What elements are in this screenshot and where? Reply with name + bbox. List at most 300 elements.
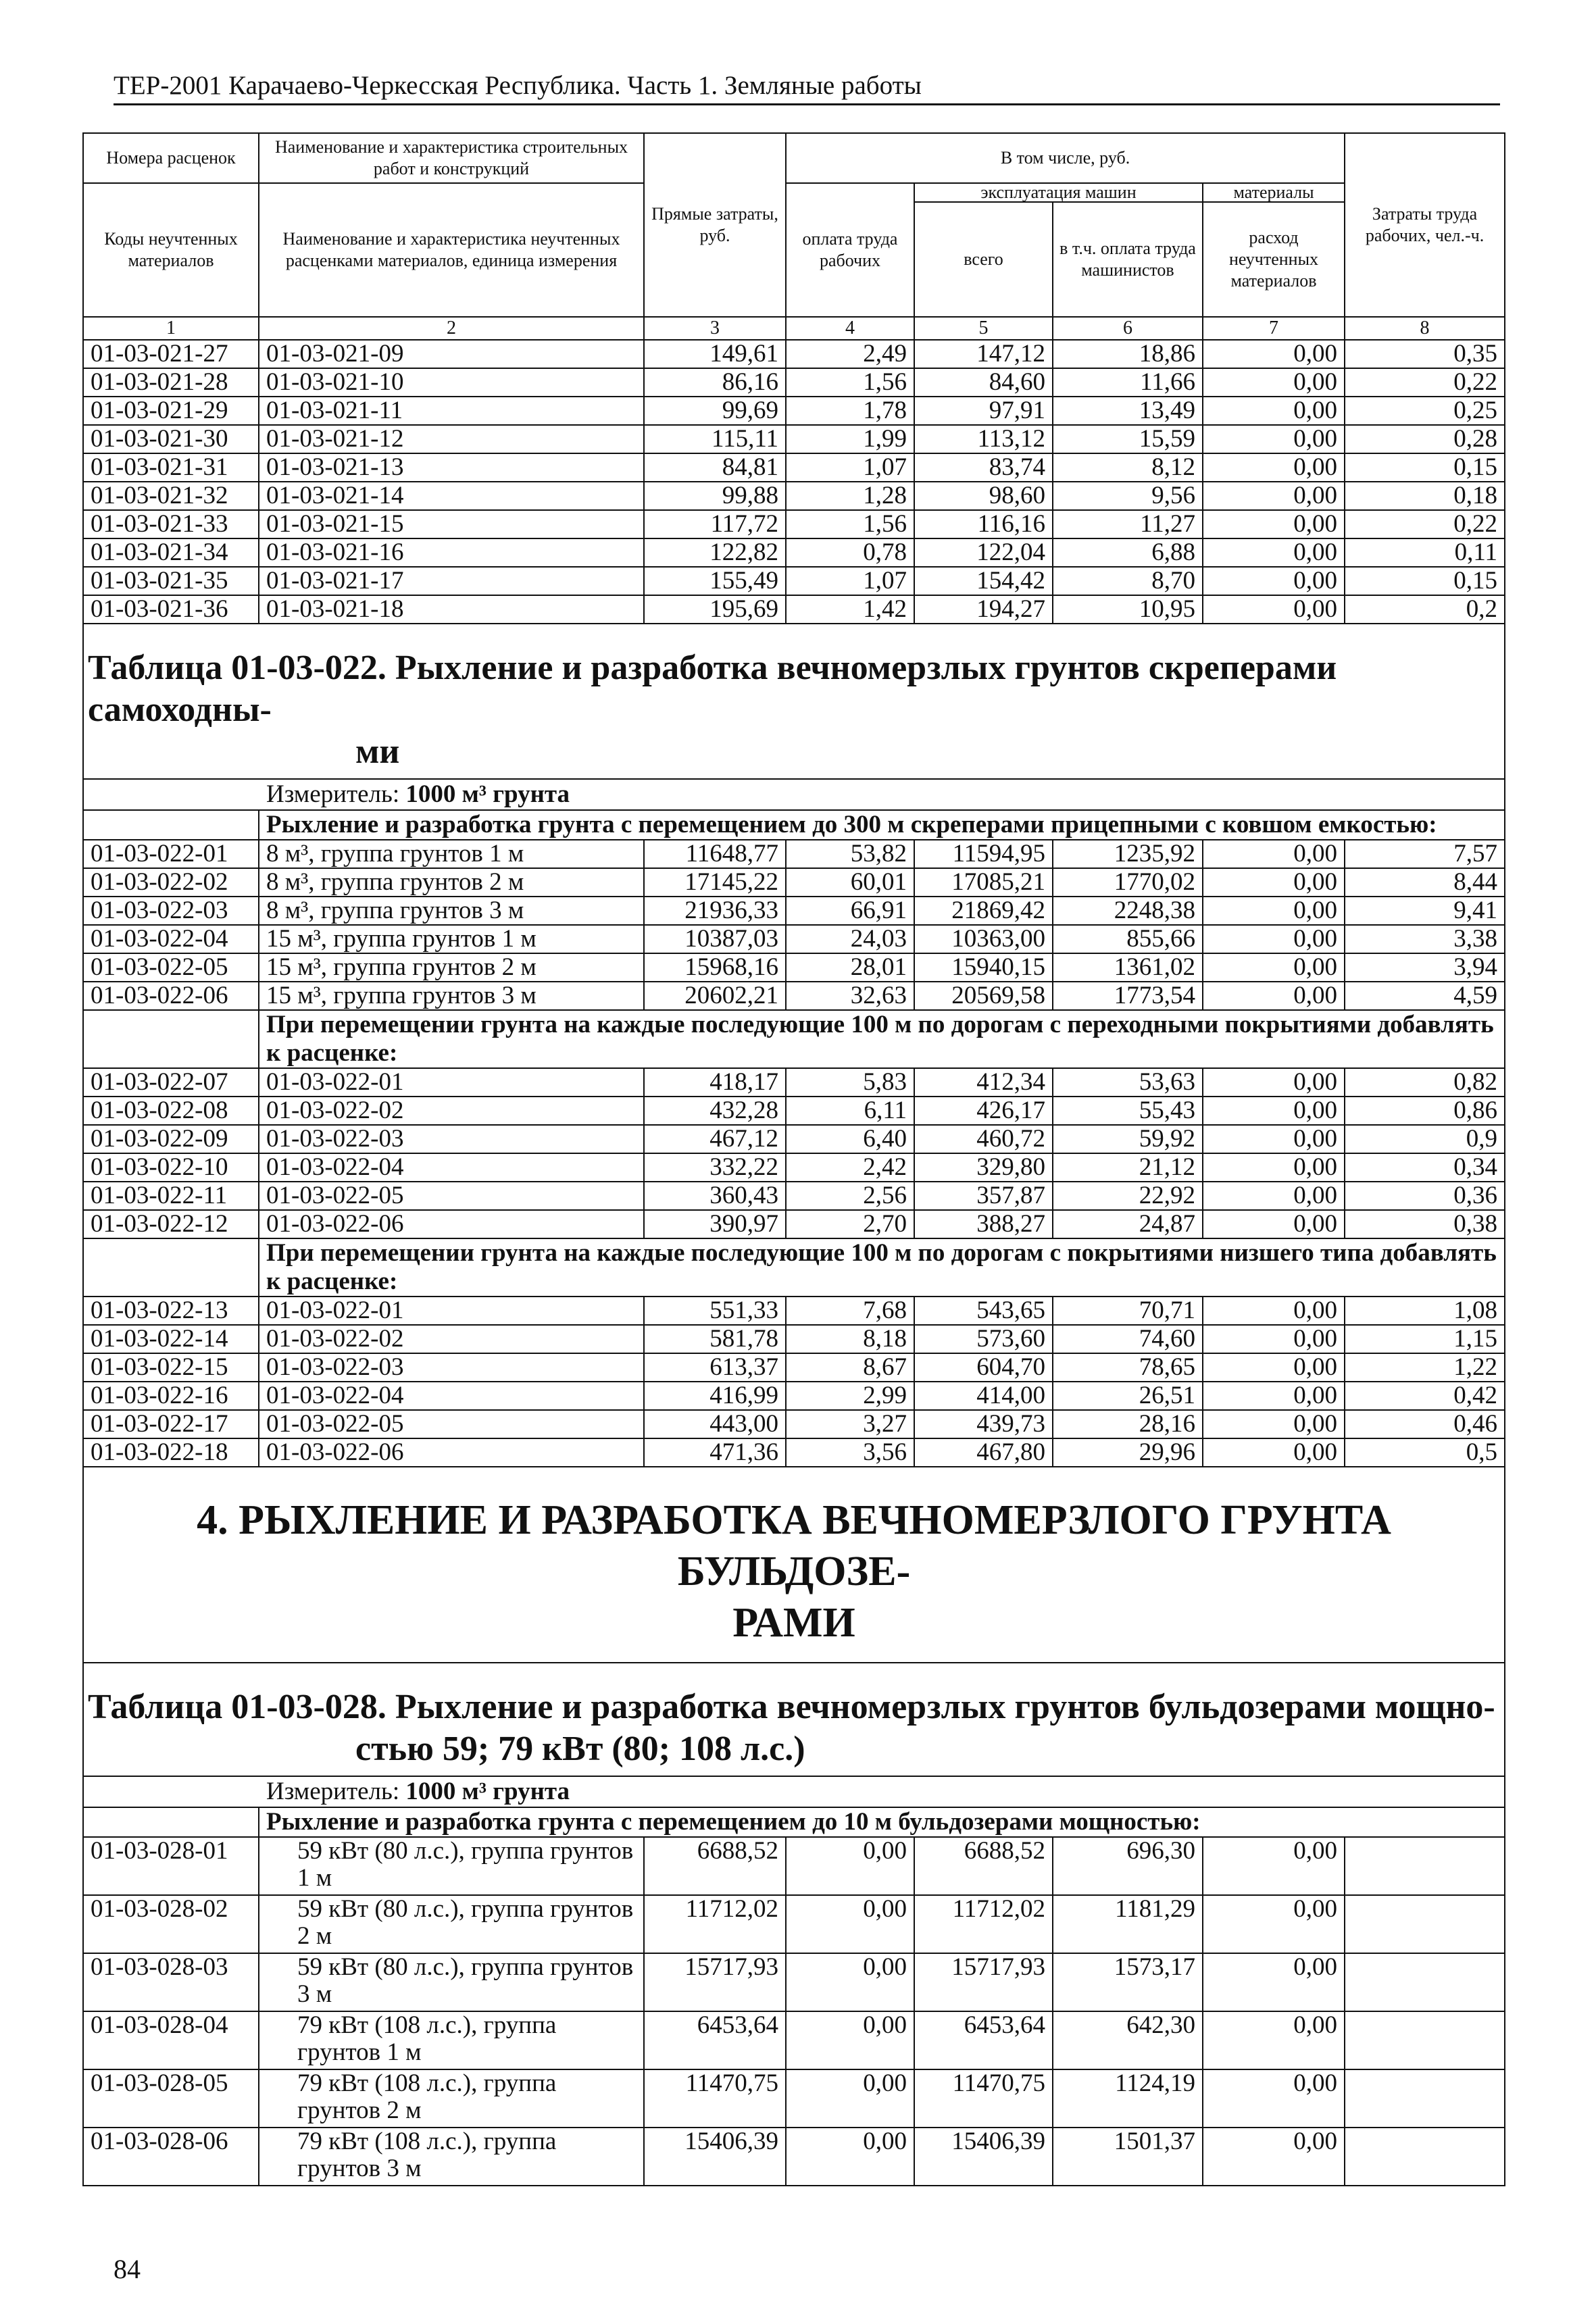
rate-value: 20602,21 bbox=[644, 982, 786, 1010]
measure-value: 1000 м³ грунта bbox=[405, 780, 570, 808]
rate-value: 15717,93 bbox=[914, 1953, 1053, 2011]
rate-value: 0,00 bbox=[1203, 482, 1345, 510]
table-row bbox=[83, 538, 1505, 567]
rate-value: 74,60 bbox=[1053, 1325, 1203, 1353]
rate-description: 01-03-022-03 bbox=[259, 1353, 644, 1382]
rate-value: 0,00 bbox=[1203, 1153, 1345, 1182]
table-row bbox=[83, 1210, 1505, 1238]
rate-value: 113,12 bbox=[914, 425, 1053, 453]
rate-code: 01-03-028-03 bbox=[83, 1953, 259, 2011]
table-title-022-cell bbox=[83, 624, 1505, 779]
rate-value bbox=[1345, 1953, 1505, 2011]
rate-description: 01-03-022-03 bbox=[259, 1125, 644, 1153]
rate-code: 01-03-022-13 bbox=[83, 1297, 259, 1325]
rate-value: 8,12 bbox=[1053, 453, 1203, 482]
rate-value: 0,25 bbox=[1345, 397, 1505, 425]
rate-value: 855,66 bbox=[1053, 925, 1203, 953]
rate-value: 0,00 bbox=[1203, 1125, 1345, 1153]
rate-value: 8,67 bbox=[786, 1353, 914, 1382]
rate-value: 2,56 bbox=[786, 1182, 914, 1210]
rate-value: 28,16 bbox=[1053, 1410, 1203, 1438]
rate-description: 8 м³, группа грунтов 2 м bbox=[259, 868, 644, 897]
table-row bbox=[83, 425, 1505, 453]
rate-value: 0,00 bbox=[1203, 453, 1345, 482]
rate-description: 01-03-021-18 bbox=[259, 595, 644, 624]
rate-value: 0,00 bbox=[786, 2069, 914, 2128]
rate-value: 414,00 bbox=[914, 1382, 1053, 1410]
rate-value: 416,99 bbox=[644, 1382, 786, 1410]
rate-description: 8 м³, группа грунтов 1 м bbox=[259, 840, 644, 868]
rate-value: 0,00 bbox=[1203, 595, 1345, 624]
table-row bbox=[83, 1182, 1505, 1210]
rate-value: 98,60 bbox=[914, 482, 1053, 510]
rate-value: 0,00 bbox=[1203, 925, 1345, 953]
rate-value: 360,43 bbox=[644, 1182, 786, 1210]
rate-description: 01-03-021-15 bbox=[259, 510, 644, 538]
rate-value: 0,15 bbox=[1345, 567, 1505, 595]
rate-description: 01-03-022-01 bbox=[259, 1068, 644, 1097]
rate-description: 01-03-021-16 bbox=[259, 538, 644, 567]
rate-value: 1,07 bbox=[786, 567, 914, 595]
rate-value: 0,00 bbox=[1203, 1068, 1345, 1097]
rate-value: 0,22 bbox=[1345, 368, 1505, 397]
subhead-022-3 bbox=[83, 1238, 1505, 1297]
rate-value: 0,78 bbox=[786, 538, 914, 567]
table-row bbox=[83, 953, 1505, 982]
rate-value: 115,11 bbox=[644, 425, 786, 453]
table-row bbox=[83, 1438, 1505, 1467]
rate-description: 59 кВт (80 л.с.), группа грунтов 2 м bbox=[259, 1895, 644, 1953]
rate-value: 155,49 bbox=[644, 567, 786, 595]
rate-description: 01-03-022-06 bbox=[259, 1210, 644, 1238]
rate-value: 15406,39 bbox=[914, 2128, 1053, 2186]
rate-value: 15406,39 bbox=[644, 2128, 786, 2186]
rate-value: 0,38 bbox=[1345, 1210, 1505, 1238]
rate-code: 01-03-021-33 bbox=[83, 510, 259, 538]
rate-description: 15 м³, группа грунтов 1 м bbox=[259, 925, 644, 953]
rate-value: 122,04 bbox=[914, 538, 1053, 567]
rate-code: 01-03-022-12 bbox=[83, 1210, 259, 1238]
col-header-machines-total: всего bbox=[914, 202, 1053, 317]
table-row bbox=[83, 1325, 1505, 1353]
column-number: 8 bbox=[1345, 317, 1505, 340]
col-header-including: В том числе, руб. bbox=[786, 133, 1345, 183]
table-row bbox=[83, 1297, 1505, 1325]
rate-value: 60,01 bbox=[786, 868, 914, 897]
table-row bbox=[83, 1125, 1505, 1153]
rate-value: 78,65 bbox=[1053, 1353, 1203, 1382]
table-title-028-line1: Таблица 01-03-028. Рыхление и разработка вечномерзлых грунтов бульдозерами мощно- bbox=[88, 1688, 1495, 1726]
rate-description: 59 кВт (80 л.с.), группа грунтов 1 м bbox=[259, 1837, 644, 1895]
rate-value: 17145,22 bbox=[644, 868, 786, 897]
rate-value: 117,72 bbox=[644, 510, 786, 538]
rate-value: 0,36 bbox=[1345, 1182, 1505, 1210]
rate-description: 01-03-022-05 bbox=[259, 1182, 644, 1210]
subhead-028-1-text: Рыхление и разработка грунта с перемещением до 10 м бульдозерами мощностью: bbox=[259, 1807, 1505, 1837]
rate-value: 5,83 bbox=[786, 1068, 914, 1097]
table-row bbox=[83, 897, 1505, 925]
col-header-labor-hours: Затраты труда рабочих, чел.-ч. bbox=[1345, 133, 1505, 317]
col-header-work-name: Наименование и характеристика строительных работ и конструкций bbox=[259, 133, 644, 183]
rate-description: 79 кВт (108 л.с.), группа грунтов 3 м bbox=[259, 2128, 644, 2186]
rate-code: 01-03-021-32 bbox=[83, 482, 259, 510]
rate-value: 66,91 bbox=[786, 897, 914, 925]
table-row bbox=[83, 567, 1505, 595]
rate-value: 0,00 bbox=[1203, 1410, 1345, 1438]
rate-value: 2248,38 bbox=[1053, 897, 1203, 925]
rate-value: 467,12 bbox=[644, 1125, 786, 1153]
rate-value: 11,66 bbox=[1053, 368, 1203, 397]
rate-value: 613,37 bbox=[644, 1353, 786, 1382]
rate-value: 53,82 bbox=[786, 840, 914, 868]
rate-value: 357,87 bbox=[914, 1182, 1053, 1210]
rate-value: 122,82 bbox=[644, 538, 786, 567]
table-row bbox=[83, 453, 1505, 482]
rate-value: 0,00 bbox=[1203, 1953, 1345, 2011]
rate-value: 329,80 bbox=[914, 1153, 1053, 1182]
rate-description: 01-03-022-04 bbox=[259, 1382, 644, 1410]
rate-description: 01-03-021-11 bbox=[259, 397, 644, 425]
column-number: 3 bbox=[644, 317, 786, 340]
table-title-022-line2: ми bbox=[355, 732, 400, 771]
rate-value: 84,60 bbox=[914, 368, 1053, 397]
rate-code: 01-03-022-17 bbox=[83, 1410, 259, 1438]
rate-description: 01-03-022-05 bbox=[259, 1410, 644, 1438]
measure-row-022-cell bbox=[83, 779, 1505, 810]
rate-value: 0,00 bbox=[1203, 538, 1345, 567]
rate-value bbox=[1345, 2069, 1505, 2128]
column-number: 4 bbox=[786, 317, 914, 340]
rate-value: 11648,77 bbox=[644, 840, 786, 868]
rate-value: 7,57 bbox=[1345, 840, 1505, 868]
rate-description: 01-03-021-17 bbox=[259, 567, 644, 595]
rate-value: 390,97 bbox=[644, 1210, 786, 1238]
rate-value: 195,69 bbox=[644, 595, 786, 624]
rate-value: 1,56 bbox=[786, 510, 914, 538]
rate-value: 32,63 bbox=[786, 982, 914, 1010]
rate-description: 01-03-021-13 bbox=[259, 453, 644, 482]
rate-value: 3,56 bbox=[786, 1438, 914, 1467]
rate-value: 10363,00 bbox=[914, 925, 1053, 953]
rate-value: 0,00 bbox=[1203, 840, 1345, 868]
column-number: 2 bbox=[259, 317, 644, 340]
table-row bbox=[83, 1068, 1505, 1097]
rate-value: 99,69 bbox=[644, 397, 786, 425]
rate-value: 0,00 bbox=[1203, 1895, 1345, 1953]
column-number: 1 bbox=[83, 317, 259, 340]
rate-value: 29,96 bbox=[1053, 1438, 1203, 1467]
rate-value: 116,16 bbox=[914, 510, 1053, 538]
rate-value: 1,56 bbox=[786, 368, 914, 397]
rate-code: 01-03-028-02 bbox=[83, 1895, 259, 1953]
table-title-022-line1: Таблица 01-03-022. Рыхление и разработка вечномерзлых грунтов скреперами самоходны- bbox=[88, 649, 1337, 729]
rate-value: 84,81 bbox=[644, 453, 786, 482]
rate-value: 6,11 bbox=[786, 1097, 914, 1125]
rate-description: 01-03-022-06 bbox=[259, 1438, 644, 1467]
rate-value: 11712,02 bbox=[914, 1895, 1053, 1953]
rate-value: 3,27 bbox=[786, 1410, 914, 1438]
rate-value: 24,87 bbox=[1053, 1210, 1203, 1238]
rate-value: 0,00 bbox=[1203, 1210, 1345, 1238]
rates-table bbox=[82, 132, 1505, 2186]
rate-value: 642,30 bbox=[1053, 2011, 1203, 2069]
rate-code: 01-03-021-35 bbox=[83, 567, 259, 595]
rate-value: 1773,54 bbox=[1053, 982, 1203, 1010]
subhead-spacer bbox=[83, 1010, 259, 1068]
page-header: ТЕР-2001 Карачаево-Черкесская Республика. Часть 1. Земляные работы bbox=[114, 70, 1500, 105]
subhead-022-3-text: При перемещении грунта на каждые последующие 100 м по дорогам с покрытиями низшего типа добавлять к расценке: bbox=[259, 1238, 1505, 1297]
rate-value: 0,46 bbox=[1345, 1410, 1505, 1438]
rate-description: 01-03-021-12 bbox=[259, 425, 644, 453]
subhead-spacer bbox=[83, 1238, 259, 1297]
rate-value: 10387,03 bbox=[644, 925, 786, 953]
rate-value: 1573,17 bbox=[1053, 1953, 1203, 2011]
rate-value bbox=[1345, 2128, 1505, 2186]
rate-value: 604,70 bbox=[914, 1353, 1053, 1382]
table-row bbox=[83, 1353, 1505, 1382]
page-number: 84 bbox=[114, 2254, 141, 2284]
rate-code: 01-03-022-15 bbox=[83, 1353, 259, 1382]
table-row bbox=[83, 1153, 1505, 1182]
table-row bbox=[83, 868, 1505, 897]
rate-value: 6,88 bbox=[1053, 538, 1203, 567]
rate-value: 332,22 bbox=[644, 1153, 786, 1182]
rate-value: 13,49 bbox=[1053, 397, 1203, 425]
rate-value: 99,88 bbox=[644, 482, 786, 510]
rate-value: 0,00 bbox=[1203, 1382, 1345, 1410]
subhead-spacer bbox=[83, 1807, 259, 1837]
rate-value: 432,28 bbox=[644, 1097, 786, 1125]
rate-value: 696,30 bbox=[1053, 1837, 1203, 1895]
rate-value: 460,72 bbox=[914, 1125, 1053, 1153]
rate-value: 0,00 bbox=[1203, 953, 1345, 982]
table-row bbox=[83, 340, 1505, 368]
rate-value: 21,12 bbox=[1053, 1153, 1203, 1182]
col-header-worker-pay: оплата труда рабочих bbox=[786, 183, 914, 317]
rate-code: 01-03-021-36 bbox=[83, 595, 259, 624]
rate-value: 55,43 bbox=[1053, 1097, 1203, 1125]
rate-value: 194,27 bbox=[914, 595, 1053, 624]
table-row bbox=[83, 982, 1505, 1010]
rate-value: 0,00 bbox=[1203, 1837, 1345, 1895]
rate-value: 0,15 bbox=[1345, 453, 1505, 482]
rate-code: 01-03-028-06 bbox=[83, 2128, 259, 2186]
rate-code: 01-03-028-01 bbox=[83, 1837, 259, 1895]
rate-value: 97,91 bbox=[914, 397, 1053, 425]
rate-code: 01-03-022-05 bbox=[83, 953, 259, 982]
rate-value: 2,42 bbox=[786, 1153, 914, 1182]
chapter-heading-line1: 4. РЫХЛЕНИЕ И РАЗРАБОТКА ВЕЧНОМЕРЗЛОГО ГРУНТА БУЛЬДОЗЕ- bbox=[197, 1497, 1391, 1594]
rate-value: 439,73 bbox=[914, 1410, 1053, 1438]
rate-description: 01-03-021-09 bbox=[259, 340, 644, 368]
rate-value: 1235,92 bbox=[1053, 840, 1203, 868]
rate-value: 388,27 bbox=[914, 1210, 1053, 1238]
rate-value: 551,33 bbox=[644, 1297, 786, 1325]
rate-value: 426,17 bbox=[914, 1097, 1053, 1125]
rate-value: 0,11 bbox=[1345, 538, 1505, 567]
rate-value: 0,00 bbox=[1203, 567, 1345, 595]
rate-value: 2,99 bbox=[786, 1382, 914, 1410]
col-header-operator-pay: в т.ч. оплата труда машинистов bbox=[1053, 202, 1203, 317]
rate-value: 0,00 bbox=[1203, 1325, 1345, 1353]
rate-code: 01-03-021-30 bbox=[83, 425, 259, 453]
rate-value: 11594,95 bbox=[914, 840, 1053, 868]
rate-value: 0,00 bbox=[786, 1895, 914, 1953]
rate-value: 10,95 bbox=[1053, 595, 1203, 624]
col-header-rate-number: Номера расценок bbox=[83, 133, 259, 183]
rate-value: 1181,29 bbox=[1053, 1895, 1203, 1953]
subhead-022-1 bbox=[83, 810, 1505, 840]
rate-value: 443,00 bbox=[644, 1410, 786, 1438]
rate-value: 15717,93 bbox=[644, 1953, 786, 2011]
rate-value: 15,59 bbox=[1053, 425, 1203, 453]
rate-code: 01-03-022-02 bbox=[83, 868, 259, 897]
rate-value: 9,56 bbox=[1053, 482, 1203, 510]
subhead-022-2-text: При перемещении грунта на каждые последующие 100 м по дорогам с переходными покрытиями добавлять к расценке: bbox=[259, 1010, 1505, 1068]
rate-value: 0,00 bbox=[1203, 425, 1345, 453]
rate-description: 01-03-022-02 bbox=[259, 1325, 644, 1353]
rate-value: 543,65 bbox=[914, 1297, 1053, 1325]
rate-value: 24,03 bbox=[786, 925, 914, 953]
rate-code: 01-03-022-07 bbox=[83, 1068, 259, 1097]
rate-value: 6688,52 bbox=[644, 1837, 786, 1895]
rate-code: 01-03-022-04 bbox=[83, 925, 259, 953]
rate-code: 01-03-021-28 bbox=[83, 368, 259, 397]
rate-value: 0,00 bbox=[786, 1837, 914, 1895]
table-row bbox=[83, 397, 1505, 425]
measure-value: 1000 м³ грунта bbox=[405, 1778, 570, 1805]
rate-value: 28,01 bbox=[786, 953, 914, 982]
rate-value: 0,00 bbox=[1203, 1438, 1345, 1467]
table-row bbox=[83, 2011, 1505, 2069]
rate-value: 1,07 bbox=[786, 453, 914, 482]
column-number: 5 bbox=[914, 317, 1053, 340]
rate-value: 86,16 bbox=[644, 368, 786, 397]
rate-value: 6,40 bbox=[786, 1125, 914, 1153]
subhead-022-2 bbox=[83, 1010, 1505, 1068]
chapter-heading bbox=[83, 1467, 1505, 1663]
table-row bbox=[83, 1097, 1505, 1125]
rate-value: 0,2 bbox=[1345, 595, 1505, 624]
rate-value: 418,17 bbox=[644, 1068, 786, 1097]
measure-row-028-cell bbox=[83, 1776, 1505, 1807]
rate-description: 8 м³, группа грунтов 3 м bbox=[259, 897, 644, 925]
rate-value: 1,22 bbox=[1345, 1353, 1505, 1382]
table-row bbox=[83, 482, 1505, 510]
rate-code: 01-03-021-34 bbox=[83, 538, 259, 567]
rate-value: 8,70 bbox=[1053, 567, 1203, 595]
rate-code: 01-03-022-16 bbox=[83, 1382, 259, 1410]
rate-value: 0,00 bbox=[1203, 868, 1345, 897]
rate-value: 7,68 bbox=[786, 1297, 914, 1325]
table-row bbox=[83, 2128, 1505, 2186]
rate-description: 79 кВт (108 л.с.), группа грунтов 2 м bbox=[259, 2069, 644, 2128]
rate-description: 79 кВт (108 л.с.), группа грунтов 1 м bbox=[259, 2011, 644, 2069]
col-header-material-codes: Коды неучтенных материалов bbox=[83, 183, 259, 317]
rate-value: 0,00 bbox=[1203, 897, 1345, 925]
rate-value: 149,61 bbox=[644, 340, 786, 368]
rate-value: 2,49 bbox=[786, 340, 914, 368]
rate-code: 01-03-022-06 bbox=[83, 982, 259, 1010]
rate-value: 0,00 bbox=[786, 2128, 914, 2186]
column-numbers-row bbox=[83, 317, 1505, 340]
rate-value: 0,00 bbox=[1203, 1353, 1345, 1382]
rate-value: 11,27 bbox=[1053, 510, 1203, 538]
rate-value bbox=[1345, 1837, 1505, 1895]
rate-description: 01-03-022-01 bbox=[259, 1297, 644, 1325]
rate-description: 15 м³, группа грунтов 2 м bbox=[259, 953, 644, 982]
rate-value: 471,36 bbox=[644, 1438, 786, 1467]
column-number: 6 bbox=[1053, 317, 1203, 340]
measure-label: Измеритель: bbox=[266, 1778, 400, 1805]
rate-value: 0,18 bbox=[1345, 482, 1505, 510]
rate-value: 22,92 bbox=[1053, 1182, 1203, 1210]
rate-description: 59 кВт (80 л.с.), группа грунтов 3 м bbox=[259, 1953, 644, 2011]
chapter-heading-cell bbox=[83, 1467, 1505, 1663]
rate-value: 154,42 bbox=[914, 567, 1053, 595]
rate-value: 0,00 bbox=[1203, 368, 1345, 397]
rate-code: 01-03-021-29 bbox=[83, 397, 259, 425]
rate-value bbox=[1345, 2011, 1505, 2069]
rate-value: 1,78 bbox=[786, 397, 914, 425]
rate-value: 15968,16 bbox=[644, 953, 786, 982]
measure-row-022 bbox=[83, 779, 1505, 810]
rate-code: 01-03-022-03 bbox=[83, 897, 259, 925]
rate-value: 11470,75 bbox=[914, 2069, 1053, 2128]
rate-value: 21869,42 bbox=[914, 897, 1053, 925]
rate-value: 0,82 bbox=[1345, 1068, 1505, 1097]
rate-value: 3,38 bbox=[1345, 925, 1505, 953]
table-title-022 bbox=[83, 624, 1505, 779]
column-number: 7 bbox=[1203, 317, 1345, 340]
table-row bbox=[83, 510, 1505, 538]
rate-description: 01-03-022-02 bbox=[259, 1097, 644, 1125]
rate-value: 0,00 bbox=[1203, 2128, 1345, 2186]
rate-value: 59,92 bbox=[1053, 1125, 1203, 1153]
rate-value: 1,28 bbox=[786, 482, 914, 510]
rate-value: 0,35 bbox=[1345, 340, 1505, 368]
table-row bbox=[83, 925, 1505, 953]
table-row bbox=[83, 1382, 1505, 1410]
rate-description: 01-03-022-04 bbox=[259, 1153, 644, 1182]
table-body bbox=[83, 317, 1505, 2186]
rate-value: 0,00 bbox=[1203, 2011, 1345, 2069]
rate-value: 0,00 bbox=[1203, 1297, 1345, 1325]
rate-value: 18,86 bbox=[1053, 340, 1203, 368]
rate-value: 6688,52 bbox=[914, 1837, 1053, 1895]
rate-description: 15 м³, группа грунтов 3 м bbox=[259, 982, 644, 1010]
table-title-028 bbox=[83, 1663, 1505, 1776]
table-row bbox=[83, 595, 1505, 624]
rate-value: 0,28 bbox=[1345, 425, 1505, 453]
table-row bbox=[83, 1953, 1505, 2011]
rates-table-wrapper bbox=[82, 132, 1504, 2186]
rate-value: 2,70 bbox=[786, 1210, 914, 1238]
rate-value: 573,60 bbox=[914, 1325, 1053, 1353]
rate-code: 01-03-022-11 bbox=[83, 1182, 259, 1210]
rate-value: 0,00 bbox=[786, 2011, 914, 2069]
table-row bbox=[83, 840, 1505, 868]
rate-value: 21936,33 bbox=[644, 897, 786, 925]
rate-value: 581,78 bbox=[644, 1325, 786, 1353]
rate-code: 01-03-022-08 bbox=[83, 1097, 259, 1125]
table-title-028-cell bbox=[83, 1663, 1505, 1776]
rate-value: 0,00 bbox=[1203, 397, 1345, 425]
rate-value: 1770,02 bbox=[1053, 868, 1203, 897]
rate-value: 11470,75 bbox=[644, 2069, 786, 2128]
rate-value: 0,86 bbox=[1345, 1097, 1505, 1125]
rate-value: 0,00 bbox=[1203, 982, 1345, 1010]
